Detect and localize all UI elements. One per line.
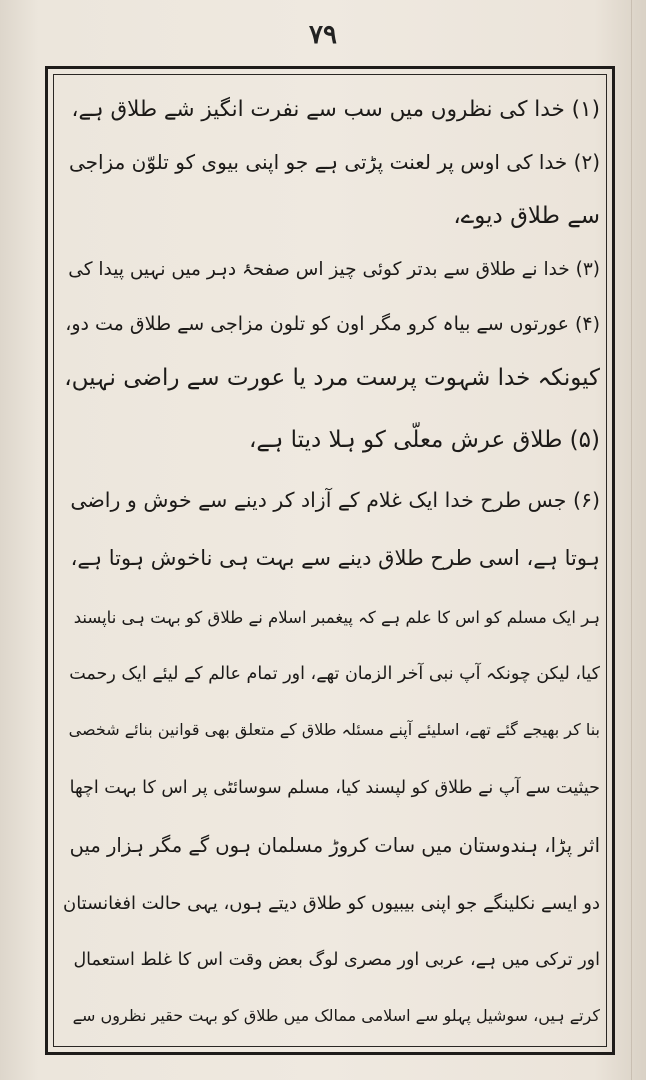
text-line: کیا، لیکن چونکہ آپ نبی آخر الزمان تھے، اور تمام عالم کے لیئے ایک رحمت xyxy=(69,664,600,684)
page-number: ۷۹ xyxy=(309,20,337,50)
text-line: (۴) عورتوں سے بیاہ کرو مگر اون کو تلون مزاجی سے طلاق مت دو، xyxy=(65,313,600,335)
text-line: ہوتا ہے، اسی طرح طلاق دینے سے بہت ہی ناخوش ہوتا ہے، xyxy=(70,546,600,570)
text-line: (۵) طلاق عرش معلّی کو ہلا دیتا ہے، xyxy=(248,427,600,453)
text-line: (۲) خدا کی اوس پر لعنت پڑتی ہے جو اپنی بیوی کو تلوّن مزاجی xyxy=(68,150,600,174)
text-line: ہر ایک مسلم کو اس کا علم ہے کہ پیغمبر اسلام نے طلاق کو بہت ہی ناپسند xyxy=(73,608,600,627)
text-line: (۱) خدا کی نظروں میں سب سے نفرت انگیز شے طلاق ہے، xyxy=(71,97,600,122)
page-edge-line xyxy=(631,0,632,1080)
text-line: (۳) خدا نے طلاق سے بدتر کوئی چیز اس صفحۂ دہر میں نہیں پیدا کی xyxy=(68,259,600,280)
text-line: کیونکہ خدا شہوت پرست مرد یا عورت سے راضی نہیں، xyxy=(64,365,600,391)
text-line: سے طلاق دیوے، xyxy=(453,203,600,229)
text-line: دو ایسے نکلینگے جو اپنی بیبیوں کو طلاق دیتے ہوں، یہی حالت افغانستان xyxy=(62,893,600,914)
text-line: (۶) جس طرح خدا ایک غلام کے آزاد کر دینے سے خوش و راضی xyxy=(70,488,600,512)
text-line: حیثیت سے آپ نے طلاق کو لپسند کیا، مسلم سوسائٹی پر اس کا بہت اچھا xyxy=(69,778,600,798)
text-line: اثر پڑا، ہندوستان میں سات کروڑ مسلمان ہوں گے مگر ہزار میں xyxy=(69,834,600,857)
text-line: بنا کر بھیجے گئے تھے، اسلیئے آپنے مسئلہ طلاق کے متعلق بھی قوانین بنائے شخصی xyxy=(68,720,600,739)
text-body xyxy=(60,84,600,1044)
text-line: کرتے ہیں، سوشیل پہلو سے اسلامی ممالک میں طلاق کو بہت حقیر نظروں سے xyxy=(72,1006,600,1025)
text-line: اور ترکی میں ہے، عربی اور مصری لوگ بعض وقت اس کا غلط استعمال xyxy=(73,950,600,970)
